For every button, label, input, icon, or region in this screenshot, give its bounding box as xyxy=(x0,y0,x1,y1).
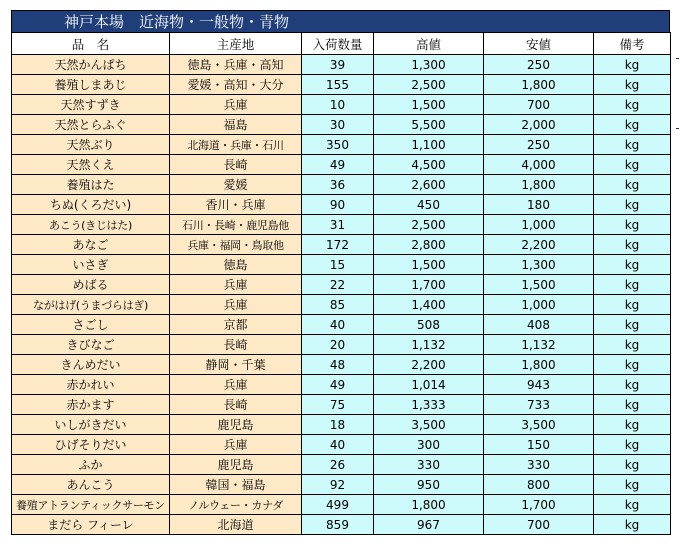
table-row xyxy=(12,55,671,75)
cell-origin: 兵庫 xyxy=(170,295,302,315)
cell-low-price: 1,000 xyxy=(484,295,594,315)
cell-low-price: 180 xyxy=(484,195,594,215)
cell-quantity: 18 xyxy=(302,415,374,435)
cell-low-price: 1,800 xyxy=(484,355,594,375)
cell-low-price: 1,132 xyxy=(484,335,594,355)
cell-quantity: 75 xyxy=(302,395,374,415)
cell-low-price: 250 xyxy=(484,55,594,75)
cell-high-price: 330 xyxy=(374,455,484,475)
cell-high-price: 2,800 xyxy=(374,235,484,255)
table-row xyxy=(12,255,671,275)
table-row xyxy=(12,195,671,215)
cell-high-price: 967 xyxy=(374,515,484,535)
cell-item-name: きびなご xyxy=(12,335,170,355)
cell-high-price: 1,014 xyxy=(374,375,484,395)
cell-quantity: 859 xyxy=(302,515,374,535)
cell-unit: kg xyxy=(594,375,671,395)
table-row xyxy=(12,395,671,415)
cell-unit: kg xyxy=(594,515,671,535)
cell-low-price: 2,000 xyxy=(484,115,594,135)
cell-quantity: 39 xyxy=(302,55,374,75)
cell-unit: kg xyxy=(594,475,671,495)
cell-low-price: 733 xyxy=(484,395,594,415)
cell-unit: kg xyxy=(594,235,671,255)
cell-high-price: 1,700 xyxy=(374,275,484,295)
table-row xyxy=(12,475,671,495)
cell-item-name: 養殖アトランティックサーモン xyxy=(12,495,170,515)
cell-item-name: 天然とらふぐ xyxy=(12,115,170,135)
cell-low-price: 150 xyxy=(484,435,594,455)
cell-item-name: ふか xyxy=(12,455,170,475)
cell-low-price: 1,000 xyxy=(484,215,594,235)
cell-high-price: 508 xyxy=(374,315,484,335)
header-name: 品 名 xyxy=(12,33,170,55)
cell-item-name: めばる xyxy=(12,275,170,295)
cell-unit: kg xyxy=(594,55,671,75)
cell-unit: kg xyxy=(594,175,671,195)
table-row xyxy=(12,355,671,375)
cell-low-price: 700 xyxy=(484,95,594,115)
cell-item-name: ちぬ(くろだい) xyxy=(12,195,170,215)
cell-low-price: 700 xyxy=(484,515,594,535)
cell-high-price: 2,500 xyxy=(374,215,484,235)
cell-low-price: 1,700 xyxy=(484,495,594,515)
cell-high-price: 4,500 xyxy=(374,155,484,175)
cell-high-price: 1,500 xyxy=(374,95,484,115)
cell-high-price: 1,333 xyxy=(374,395,484,415)
cell-quantity: 499 xyxy=(302,495,374,515)
cell-quantity: 40 xyxy=(302,435,374,455)
cell-origin: 長崎 xyxy=(170,335,302,355)
header-origin: 主産地 xyxy=(170,33,302,55)
header-high-price: 高値 xyxy=(374,33,484,55)
cell-item-name: まだら フィーレ xyxy=(12,515,170,535)
cell-high-price: 2,200 xyxy=(374,355,484,375)
table-row xyxy=(12,235,671,255)
cell-item-name: あんこう xyxy=(12,475,170,495)
cell-high-price: 450 xyxy=(374,195,484,215)
cell-low-price: 408 xyxy=(484,315,594,335)
header-row xyxy=(12,33,671,55)
cell-origin: 兵庫・福岡・鳥取他 xyxy=(170,235,302,255)
cell-item-name: 天然すずき xyxy=(12,95,170,115)
cell-unit: kg xyxy=(594,295,671,315)
cell-item-name: 赤かます xyxy=(12,395,170,415)
cell-unit: kg xyxy=(594,355,671,375)
cell-low-price: 943 xyxy=(484,375,594,395)
cell-unit: kg xyxy=(594,255,671,275)
cell-origin: 静岡・千葉 xyxy=(170,355,302,375)
header-quantity: 入荷数量 xyxy=(302,33,374,55)
cell-quantity: 49 xyxy=(302,375,374,395)
cell-item-name: 天然ぶり xyxy=(12,135,170,155)
cell-unit: kg xyxy=(594,315,671,335)
cell-low-price: 1,800 xyxy=(484,75,594,95)
cell-high-price: 1,400 xyxy=(374,295,484,315)
table-row xyxy=(12,335,671,355)
cell-item-name: 天然くえ xyxy=(12,155,170,175)
cell-high-price: 1,500 xyxy=(374,255,484,275)
cell-high-price: 5,500 xyxy=(374,115,484,135)
cell-unit: kg xyxy=(594,455,671,475)
cell-origin: 兵庫 xyxy=(170,275,302,295)
cell-origin: 鹿児島 xyxy=(170,455,302,475)
cell-high-price: 2,600 xyxy=(374,175,484,195)
cell-low-price: 2,200 xyxy=(484,235,594,255)
cell-unit: kg xyxy=(594,135,671,155)
cell-quantity: 90 xyxy=(302,195,374,215)
table-row xyxy=(12,215,671,235)
cell-origin: 兵庫 xyxy=(170,375,302,395)
cell-origin: 兵庫 xyxy=(170,95,302,115)
cell-item-name: いしがきだい xyxy=(12,415,170,435)
cell-high-price: 1,100 xyxy=(374,135,484,155)
cell-origin: 香川・兵庫 xyxy=(170,195,302,215)
table-row xyxy=(12,115,671,135)
cell-high-price: 1,132 xyxy=(374,335,484,355)
cell-item-name: 天然かんぱち xyxy=(12,55,170,75)
cell-quantity: 48 xyxy=(302,355,374,375)
cell-item-name: あこう(きじはた) xyxy=(12,215,170,235)
cell-origin: 石川・長崎・鹿児島他 xyxy=(170,215,302,235)
cell-quantity: 31 xyxy=(302,215,374,235)
cell-item-name: 養殖はた xyxy=(12,175,170,195)
cell-item-name: さごし xyxy=(12,315,170,335)
cell-item-name: 赤かれい xyxy=(12,375,170,395)
cell-unit: kg xyxy=(594,155,671,175)
cell-quantity: 49 xyxy=(302,155,374,175)
cell-high-price: 950 xyxy=(374,475,484,495)
cell-low-price: 1,300 xyxy=(484,255,594,275)
cell-low-price: 250 xyxy=(484,135,594,155)
cell-origin: 愛媛・高知・大分 xyxy=(170,75,302,95)
cell-low-price: 3,500 xyxy=(484,415,594,435)
cell-unit: kg xyxy=(594,415,671,435)
cell-unit: kg xyxy=(594,335,671,355)
cell-quantity: 92 xyxy=(302,475,374,495)
table-row xyxy=(12,435,671,455)
cell-item-name: ながはげ(うまづらはぎ) xyxy=(12,295,170,315)
cell-unit: kg xyxy=(594,215,671,235)
cell-quantity: 30 xyxy=(302,115,374,135)
cell-quantity: 15 xyxy=(302,255,374,275)
cell-origin: 京都 xyxy=(170,315,302,335)
table-row xyxy=(12,275,671,295)
cell-origin: 長崎 xyxy=(170,155,302,175)
table-row xyxy=(12,295,671,315)
cell-unit: kg xyxy=(594,75,671,95)
cell-low-price: 1,500 xyxy=(484,275,594,295)
cell-origin: 福島 xyxy=(170,115,302,135)
cell-high-price: 3,500 xyxy=(374,415,484,435)
cell-high-price: 1,800 xyxy=(374,495,484,515)
cell-origin: 韓国・福島 xyxy=(170,475,302,495)
price-sheet xyxy=(11,10,670,535)
cell-low-price: 330 xyxy=(484,455,594,475)
cell-origin: 北海道・兵庫・石川 xyxy=(170,135,302,155)
table-row xyxy=(12,175,671,195)
table-row xyxy=(12,375,671,395)
cell-quantity: 40 xyxy=(302,315,374,335)
table-row xyxy=(12,315,671,335)
cell-item-name: いさぎ xyxy=(12,255,170,275)
cell-high-price: 1,300 xyxy=(374,55,484,75)
cell-origin: 愛媛 xyxy=(170,175,302,195)
table-row xyxy=(12,455,671,475)
cell-quantity: 172 xyxy=(302,235,374,255)
cell-quantity: 20 xyxy=(302,335,374,355)
cell-origin: 鹿児島 xyxy=(170,415,302,435)
cell-high-price: 2,500 xyxy=(374,75,484,95)
cell-unit: kg xyxy=(594,115,671,135)
cell-origin: 徳島 xyxy=(170,255,302,275)
cell-unit: kg xyxy=(594,395,671,415)
margin-tick xyxy=(676,128,679,129)
cell-quantity: 10 xyxy=(302,95,374,115)
cell-origin: 兵庫 xyxy=(170,435,302,455)
cell-low-price: 800 xyxy=(484,475,594,495)
cell-quantity: 350 xyxy=(302,135,374,155)
header-low-price: 安値 xyxy=(484,33,594,55)
cell-unit: kg xyxy=(594,275,671,295)
table-row xyxy=(12,415,671,435)
cell-origin: 徳島・兵庫・高知 xyxy=(170,55,302,75)
table-row xyxy=(12,75,671,95)
cell-origin: 北海道 xyxy=(170,515,302,535)
cell-origin: ノルウェー・カナダ xyxy=(170,495,302,515)
price-table xyxy=(11,32,671,535)
cell-quantity: 85 xyxy=(302,295,374,315)
margin-tick xyxy=(676,58,679,59)
cell-unit: kg xyxy=(594,195,671,215)
header-notes: 備考 xyxy=(594,33,671,55)
cell-unit: kg xyxy=(594,435,671,455)
cell-item-name: ひげそりだい xyxy=(12,435,170,455)
cell-unit: kg xyxy=(594,95,671,115)
cell-quantity: 26 xyxy=(302,455,374,475)
cell-low-price: 1,800 xyxy=(484,175,594,195)
cell-item-name: きんめだい xyxy=(12,355,170,375)
cell-unit: kg xyxy=(594,495,671,515)
table-row xyxy=(12,515,671,535)
cell-origin: 長崎 xyxy=(170,395,302,415)
cell-item-name: あなご xyxy=(12,235,170,255)
table-row xyxy=(12,155,671,175)
table-row xyxy=(12,95,671,115)
cell-high-price: 300 xyxy=(374,435,484,455)
sheet-title: 神戸本場 近海物・一般物・青物 xyxy=(11,10,670,32)
cell-quantity: 36 xyxy=(302,175,374,195)
table-row xyxy=(12,495,671,515)
table-row xyxy=(12,135,671,155)
cell-item-name: 養殖しまあじ xyxy=(12,75,170,95)
cell-quantity: 22 xyxy=(302,275,374,295)
cell-quantity: 155 xyxy=(302,75,374,95)
cell-low-price: 4,000 xyxy=(484,155,594,175)
